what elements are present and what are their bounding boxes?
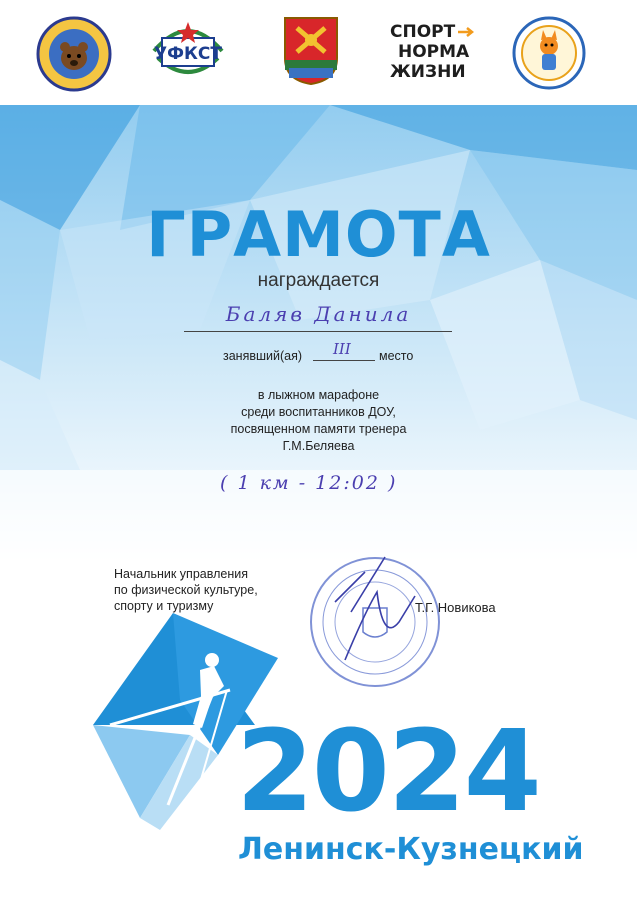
place-value: III	[333, 340, 351, 358]
event-line: Г.М.Беляева	[282, 439, 355, 453]
place-underline	[313, 360, 375, 361]
sport-norma-line: НОРМА	[398, 42, 470, 62]
signer-position-line: по физической культуре,	[114, 583, 258, 597]
awarded-label: награждается	[257, 270, 380, 291]
event-line: среди воспитанников ДОУ,	[241, 405, 396, 419]
place-label: занявший(ая)	[223, 349, 303, 363]
bear-emblem-icon	[36, 16, 112, 92]
city-coat-of-arms-icon	[283, 16, 339, 86]
sport-norma-line: ЖИЗНИ	[390, 62, 466, 82]
recipient-underline	[184, 331, 452, 332]
certificate-title: ГРАМОТА	[146, 198, 491, 271]
result-note: ( 1 км - 12:02 )	[220, 472, 398, 494]
gto-logo-icon	[512, 16, 586, 90]
signer-position	[114, 566, 258, 614]
signer-position-line: спорту и туризму	[114, 599, 214, 613]
sport-norma-line: СПОРТ	[390, 22, 456, 42]
event-line: в лыжном марафоне	[257, 388, 380, 402]
arrow-icon	[458, 27, 474, 37]
uksg-emblem-icon	[148, 16, 228, 86]
sport-norma-logo	[390, 22, 478, 86]
event-line: посвященном памяти тренера	[230, 422, 407, 436]
city-name: Ленинск-Кузнецкий	[238, 832, 584, 867]
recipient-name: Баляв Данила	[225, 302, 412, 326]
signer-name: Т.Г. Новикова	[415, 600, 496, 615]
svg-text:УФКСТ: УФКСТ	[154, 44, 222, 64]
place-suffix: место	[379, 349, 414, 363]
signer-position-line: Начальник управления	[114, 567, 248, 581]
official-stamp-icon	[305, 552, 445, 692]
event-year: 2024	[236, 707, 540, 837]
